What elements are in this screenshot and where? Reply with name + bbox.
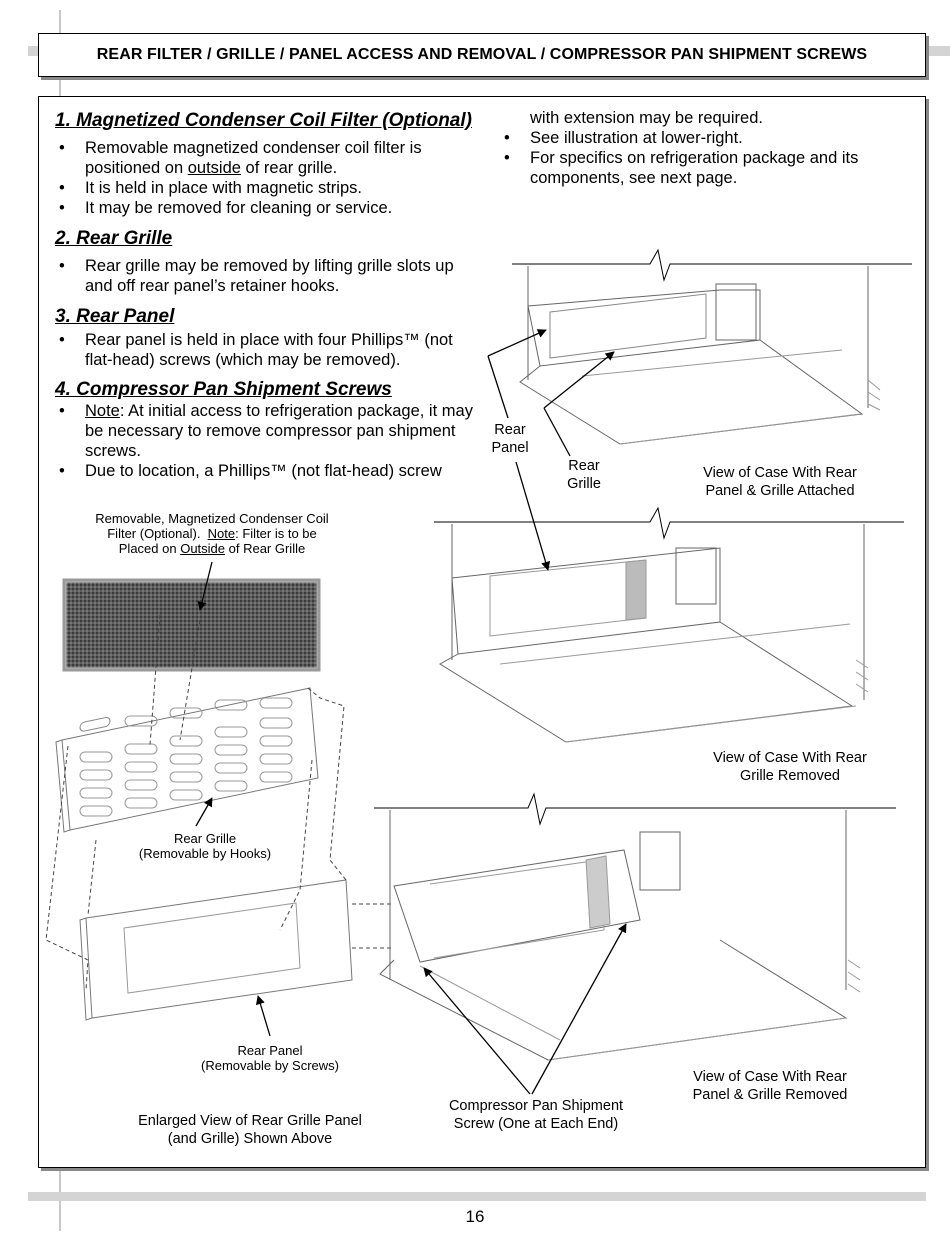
text: of Rear Grille [225, 541, 306, 556]
caption-line: Removable, Magnetized Condenser Coil [95, 511, 329, 526]
section-1-bullet-3: • It may be removed for cleaning or service. [55, 198, 485, 218]
page-title: REAR FILTER / GRILLE / PANEL ACCESS AND REMOVAL / COMPRESSOR PAN SHIPMENT SCREWS [96, 46, 868, 63]
text-underlined: Note [85, 402, 120, 420]
section-2 [55, 228, 475, 296]
section-4-continued [500, 108, 910, 188]
text: Placed on [118, 541, 181, 556]
section-1-bullet-2: • It is held in place with magnetic strips. [55, 178, 485, 198]
caption-line: (Removable by Screws) [201, 1058, 339, 1073]
caption-line: Rear Panel [237, 1043, 303, 1058]
view-2-caption [670, 749, 910, 785]
page-number: 16 [465, 1207, 485, 1226]
caption-line: Grille Removed [740, 768, 840, 784]
text-underlined: Outside [180, 541, 226, 556]
section-2-bullet-1: • Rear grille may be removed by lifting grille slots up and off rear panel’s retainer hooks. [55, 256, 475, 296]
text: of rear grille. [240, 159, 338, 177]
rear-panel-label [480, 421, 540, 457]
section-2-heading: 2. Rear Grille [55, 228, 173, 249]
caption-line: Grille [567, 476, 601, 492]
compressor-screw-caption [416, 1097, 656, 1133]
section-4 [55, 379, 475, 481]
grille-drawing [56, 688, 318, 832]
text-underlined: Note [207, 526, 236, 541]
filter-photo [64, 580, 319, 670]
caption-line: Screw (One at Each End) [453, 1116, 619, 1132]
caption-line: Rear [494, 422, 526, 438]
rear-grille-hooks-caption [110, 831, 300, 861]
section-3 [55, 306, 475, 370]
caption-line: Compressor Pan Shipment [448, 1098, 624, 1114]
section-3-bullet-1: • Rear panel is held in place with four Phillips™ (not flat-head) screws (which may be removed). [55, 330, 475, 370]
section-4-bullet-4: • For specifics on refrigeration package and its components, see next page. [500, 148, 910, 188]
caption-line: View of Case With Rear [713, 750, 867, 766]
rear-panel-screws-caption [170, 1043, 370, 1073]
caption-line: Rear Grille [173, 831, 237, 846]
section-1-bullet-1 [55, 138, 485, 178]
caption-line [62, 526, 362, 541]
caption-line [62, 541, 362, 556]
caption-line: (Removable by Hooks) [138, 846, 272, 861]
caption-line: (and Grille) Shown Above [167, 1131, 333, 1147]
text: Removable magnetized condenser coil filter is positioned on [85, 139, 422, 177]
enlarged-view-caption [100, 1112, 400, 1148]
rear-grille-label [556, 457, 612, 493]
caption-line: View of Case With Rear [693, 1069, 847, 1085]
section-3-heading: 3. Rear Panel [55, 306, 175, 327]
text: : Filter is to be [235, 526, 317, 541]
caption-line: Panel & Grille Attached [705, 483, 855, 499]
text-underlined: outside [187, 159, 241, 177]
section-4-bullet-1 [55, 401, 475, 461]
caption-line: View of Case With Rear [703, 465, 857, 481]
section-4-bullet-2: • Due to location, a Phillips™ (not flat-head) screw [55, 461, 475, 481]
section-4-heading: 4. Compressor Pan Shipment Screws [55, 379, 392, 400]
text: Filter (Optional). [107, 526, 208, 541]
case-view-2 [434, 508, 904, 742]
case-view-3 [374, 794, 896, 1060]
section-1 [55, 110, 485, 218]
section-4-continuation: with extension may be required. [530, 109, 763, 127]
case-view-1 [512, 250, 912, 444]
section-4-bullet-3: • See illustration at lower-right. [500, 128, 910, 148]
text: : At initial access to refrigeration package, it may be necessary to remove compressor pan shipment screws. [85, 402, 473, 460]
view-1-caption [660, 464, 900, 500]
section-1-heading: 1. Magnetized Condenser Coil Filter (Optional) [55, 110, 472, 131]
caption-line: Rear [568, 458, 600, 474]
rear-panel-drawing [80, 880, 352, 1020]
view-3-caption [650, 1068, 890, 1104]
caption-line: Panel & Grille Removed [692, 1087, 848, 1103]
caption-line: Enlarged View of Rear Grille Panel [138, 1113, 362, 1129]
filter-caption [62, 511, 362, 556]
caption-line: Panel [491, 440, 529, 456]
